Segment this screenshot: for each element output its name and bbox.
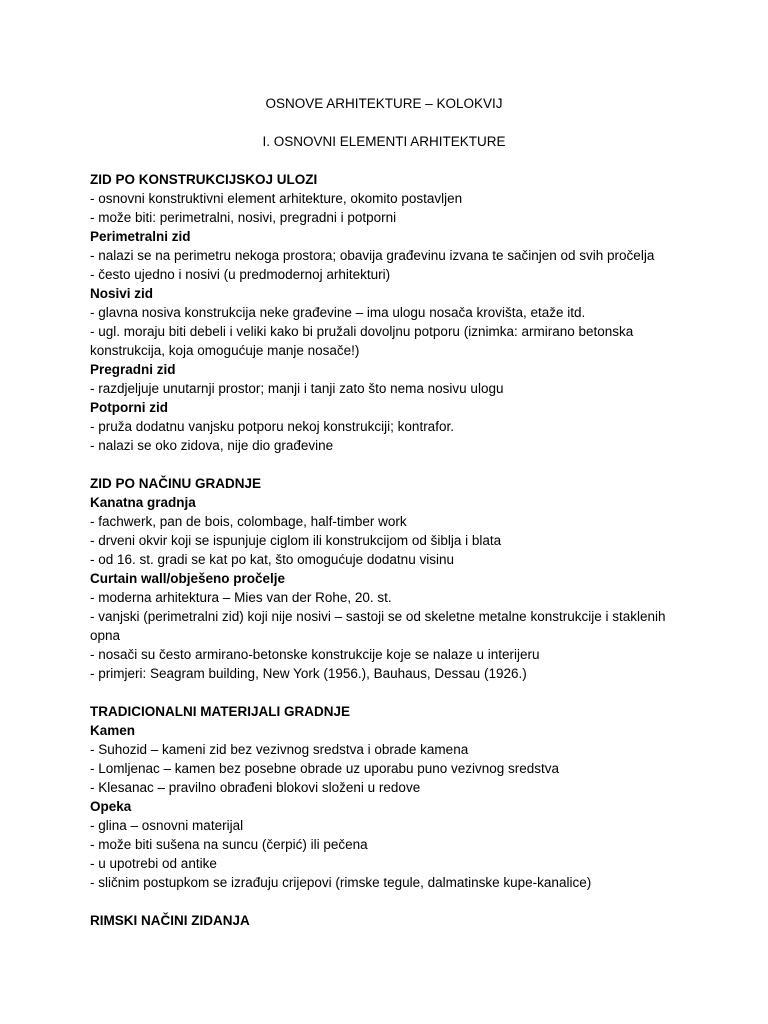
text-line: - moderna arhitektura – Mies van der Rohe, 20. st. xyxy=(90,590,392,605)
text-line: - može biti: perimetralni, nosivi, pregradni i potporni xyxy=(90,210,397,225)
text-line: - fachwerk, pan de bois, colombage, half-timber work xyxy=(90,514,407,529)
section-title: I. OSNOVNI ELEMENTI ARHITEKTURE xyxy=(262,134,506,149)
document-title: OSNOVE ARHITEKTURE – KOLOKVIJ xyxy=(265,96,503,111)
text-line: - u upotrebi od antike xyxy=(90,856,217,871)
text-line: - od 16. st. gradi se kat po kat, što omogućuje dodatnu visinu xyxy=(90,552,454,567)
text-line: - može biti sušena na suncu (čerpić) ili pečena xyxy=(90,837,368,852)
text-line: - sličnim postupkom se izrađuju crijepovi (rimske tegule, dalmatinske kupe-kanalice) xyxy=(90,875,592,890)
text-line: - razdjeljuje unutarnji prostor; manji i tanji zato što nema nosivu ulogu xyxy=(90,381,504,396)
text-line: - nalazi se na perimetru nekoga prostora; obavija građevinu izvana te sačinjen od svih pročelja xyxy=(90,248,655,263)
spacer xyxy=(90,455,690,474)
subsection-heading: Potporni zid xyxy=(90,400,168,415)
subsection-heading: Kanatna gradnja xyxy=(90,495,196,510)
subsection-heading: Nosivi zid xyxy=(90,286,154,301)
spacer xyxy=(90,683,690,702)
text-line: - nalazi se oko zidova, nije dio građevine xyxy=(90,438,334,453)
text-line: - glavna nosiva konstrukcija neke građevine – ima ulogu nosača krovišta, etaže itd. xyxy=(90,305,586,320)
subsection-heading: Kamen xyxy=(90,723,136,738)
subsection-heading: Opeka xyxy=(90,799,132,814)
subsection-heading: Curtain wall/obješeno pročelje xyxy=(90,571,286,586)
text-line: - Lomljenac – kamen bez posebne obrade uz uporabu puno vezivnog sredstva xyxy=(90,761,560,776)
text-line: - vanjski (perimetralni zid) koji nije nosivi – sastoji se od skeletne metalne konstrukcije i staklenih opna xyxy=(90,609,666,643)
text-line: - pruža dodatnu vanjsku potporu nekoj konstrukciji; kontrafor. xyxy=(90,419,454,434)
section-heading: TRADICIONALNI MATERIJALI GRADNJE xyxy=(90,704,351,719)
text-line: - Klesanac – pravilno obrađeni blokovi složeni u redove xyxy=(90,780,421,795)
subsection-heading: Pregradni zid xyxy=(90,362,176,377)
text-line: - primjeri: Seagram building, New York (1956.), Bauhaus, Dessau (1926.) xyxy=(90,666,527,681)
text-line: - često ujedno i nosivi (u predmodernoj arhitekturi) xyxy=(90,267,391,282)
text-line: - drveni okvir koji se ispunjuje ciglom ili konstrukcijom od šiblja i blata xyxy=(90,533,502,548)
text-line: - ugl. moraju biti debeli i veliki kako bi pružali dovoljnu potporu (iznimka: armirano betonska konstrukcija, koja omogućuje manje nosače!) xyxy=(90,324,634,358)
section-heading: RIMSKI NAČINI ZIDANJA xyxy=(90,913,250,928)
subsection-heading: Perimetralni zid xyxy=(90,229,191,244)
section-heading: ZID PO KONSTRUKCIJSKOJ ULOZI xyxy=(90,172,318,187)
text-line: - osnovni konstruktivni element arhitekture, okomito postavljen xyxy=(90,191,463,206)
spacer xyxy=(90,892,690,911)
text-line: - glina – osnovni materijal xyxy=(90,818,244,833)
text-line: - Suhozid – kameni zid bez vezivnog sredstva i obrade kamena xyxy=(90,742,469,757)
section-heading: ZID PO NAČINU GRADNJE xyxy=(90,476,262,491)
text-line: - nosači su često armirano-betonske konstrukcije koje se nalaze u interijeru xyxy=(90,647,540,662)
document-body xyxy=(90,170,690,930)
